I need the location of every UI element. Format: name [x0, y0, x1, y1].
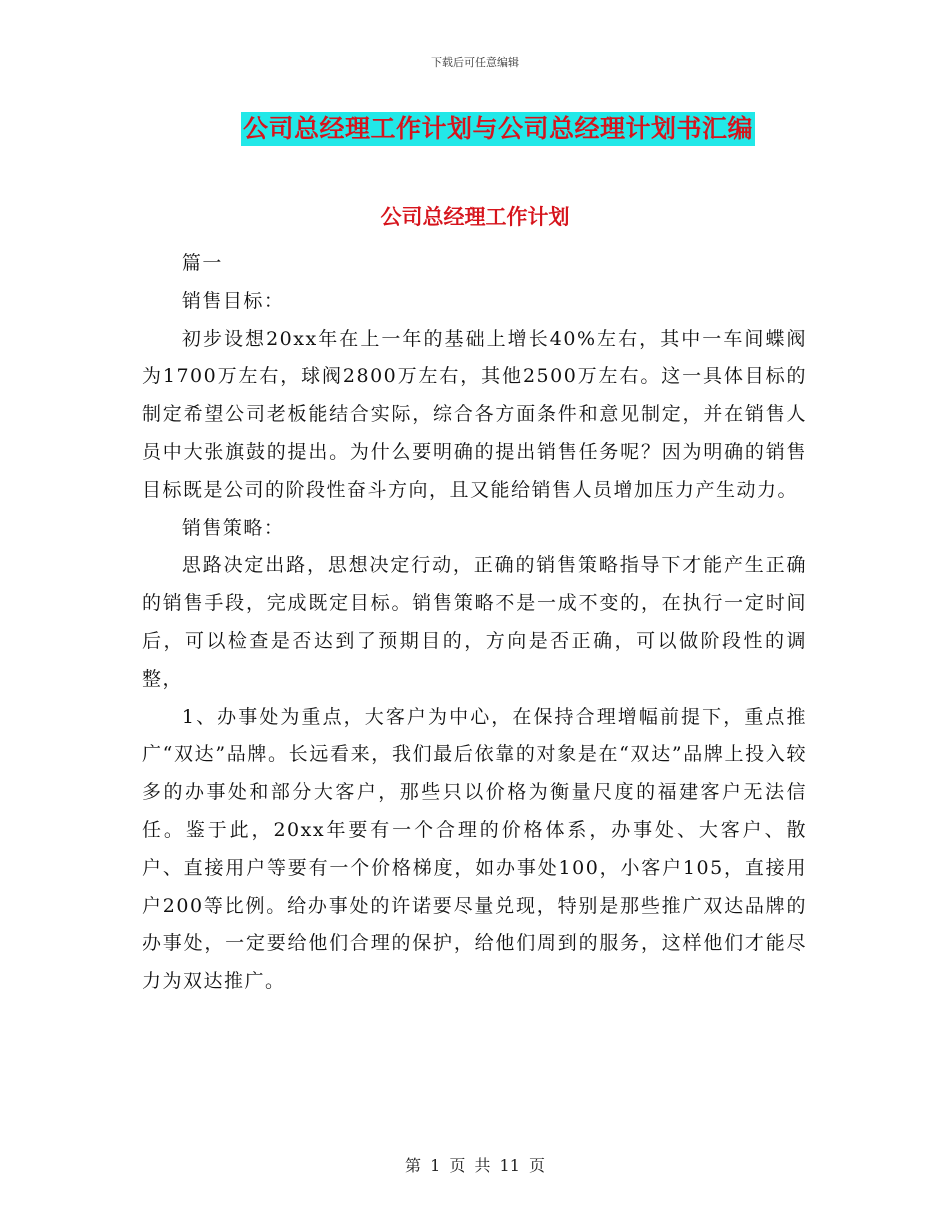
main-title: 公司总经理工作计划与公司总经理计划书汇编: [241, 112, 755, 146]
paragraph-sales-goal-heading: 销售目标：: [181, 289, 285, 312]
paragraph-sales-strategy-body: 思路决定出路，思想决定行动，正确的销售策略指导下才能产生正确的销售手段，完成既定目标。销售策略不是一成不变的，在执行一定时间后，可以检查是否达到了预期目的，方向是否正确，可以做阶段性的调整，: [142, 554, 807, 690]
page-footer-number: 第 1 页 共 11 页: [405, 1156, 545, 1175]
main-title-container: [0, 112, 950, 146]
section-title: 公司总经理工作计划: [380, 204, 570, 229]
paragraph-sales-strategy-heading: 销售策略：: [181, 516, 285, 539]
paragraph-strategy-item-1: 1、办事处为重点，大客户为中心，在保持合理增幅前提下，重点推广“双达”品牌。长远看来，我们最后依靠的对象是在“双达”品牌上投入较多的办事处和部分大客户，那些只以价格为衡量尺度的福建客户无法信任。鉴于此，20xx年要有一个合理的价格体系，办事处、大客户、散户、直接用户等要有一个价格梯度，如办事处100，小客户105，直接用户200等比例。给办事处的许诺要尽量兑现，特别是那些推广双达品牌的办事处，一定要给他们合理的保护，给他们周到的服务，这样他们才能尽力为双达推广。: [142, 705, 807, 993]
paragraph-part-heading: 篇一: [181, 252, 223, 274]
document-body: [142, 245, 807, 1001]
paragraph-sales-goal-body: 初步设想20xx年在上一年的基础上增长40%左右，其中一车间蝶阀为1700万左右，球阀2800万左右，其他2500万左右。这一具体目标的制定希望公司老板能结合实际，综合各方面条件和意见制定，并在销售人员中大张旗鼓的提出。为什么要明确的提出销售任务呢？因为明确的销售目标既是公司的阶段性奋斗方向，且又能给销售人员增加压力产生动力。: [142, 327, 807, 501]
page-header-note: 下载后可任意编辑: [431, 56, 519, 69]
